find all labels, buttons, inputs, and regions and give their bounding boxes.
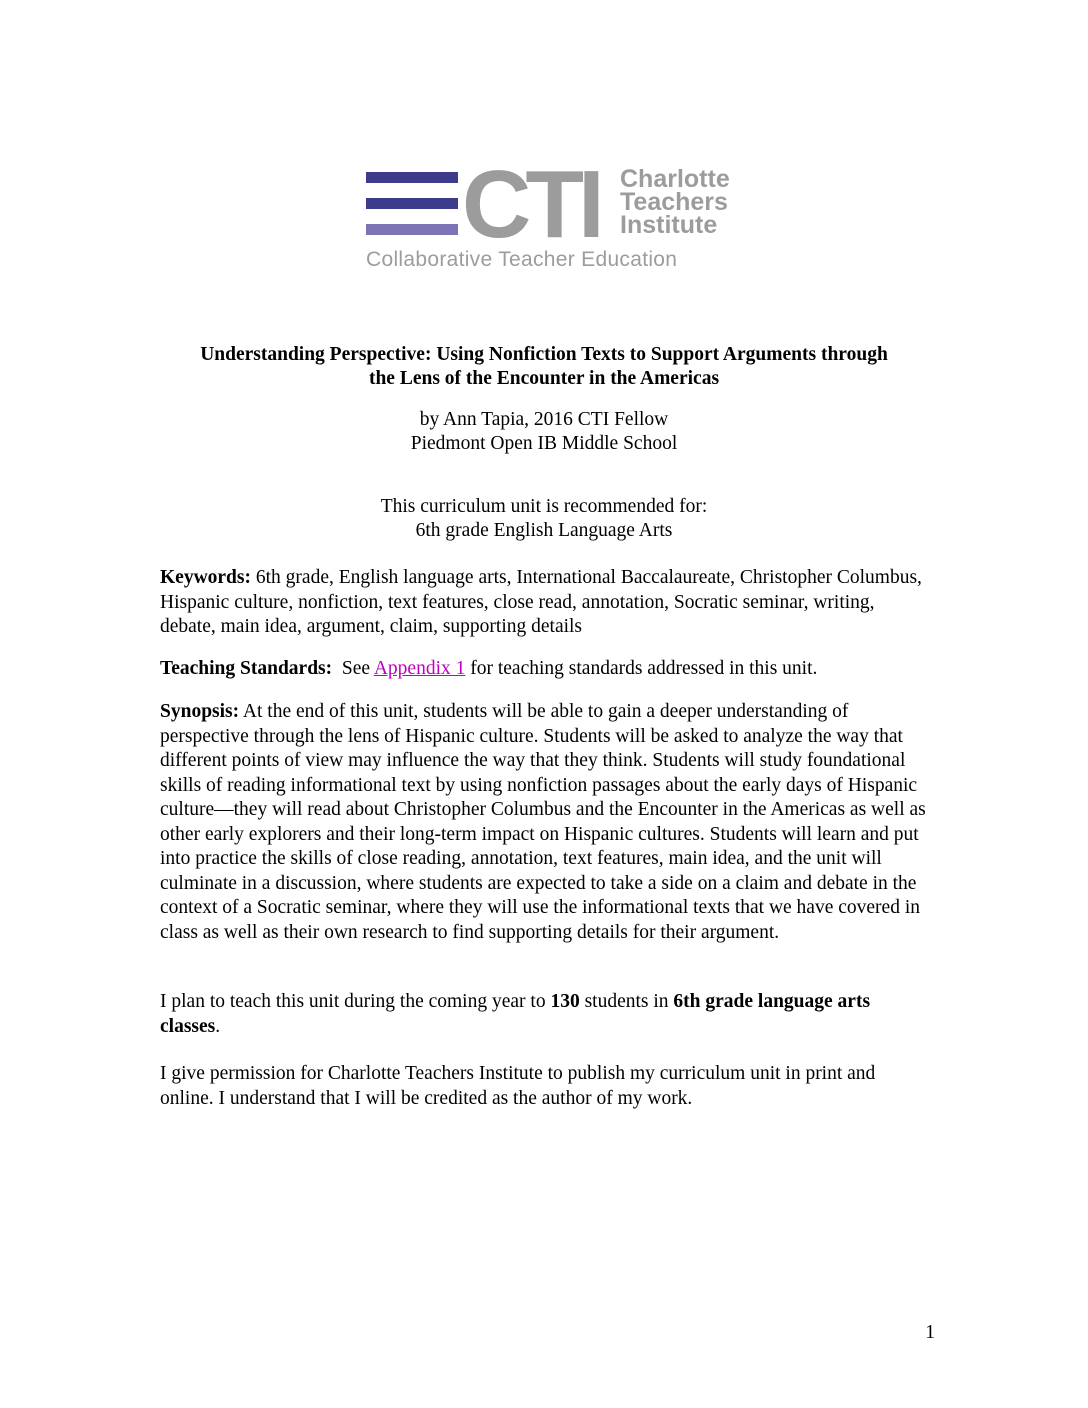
plan-classes: 6th grade language arts classes xyxy=(160,991,871,1037)
logo-name-line: Charlotte xyxy=(620,165,730,193)
logo-stripe xyxy=(366,172,458,183)
standards-after-link: for teaching standards addressed in this unit. xyxy=(465,658,818,679)
appendix-link[interactable]: Appendix 1 xyxy=(373,658,466,679)
school-line: Piedmont Open IB Middle School xyxy=(410,433,678,454)
keywords-text: 6th grade, English language arts, International Baccalaureate, Christopher Columbus, Hispanic culture, nonfiction, text features, close read, annotation, Socratic seminar, writing, debate, main idea, argument, claim, supporting details xyxy=(160,567,922,637)
keywords-paragraph xyxy=(160,566,930,640)
logo-name-line: Institute xyxy=(620,211,718,239)
cti-logo xyxy=(366,151,730,274)
author-line: by Ann Tapia, 2016 CTI Fellow xyxy=(419,409,669,430)
logo-tagline: Collaborative Teacher Education xyxy=(366,248,678,271)
standards-before-link: See xyxy=(332,658,374,679)
recommendation xyxy=(140,495,948,543)
logo-letters: CTI xyxy=(462,151,599,258)
teaching-standards-label: Teaching Standards: xyxy=(160,658,333,679)
byline xyxy=(140,408,948,456)
logo-stripe xyxy=(366,224,458,235)
synopsis-text: At the end of this unit, students will be able to gain a deeper understanding of perspective through the lens of Hispanic culture. Students will be asked to analyze the way that different points of view may influence the way that they think. Students will study foundational skills of reading informational text by using nonfiction passages about the early days of Hispanic culture—they will read about Christopher Columbus and the Encounter in the Americas as well as other early explorers and their long-term impact on Hispanic cultures. Students will learn and put into practice the skills of close reading, annotation, text features, main idea, and the unit will culminate in a discussion, where students are expected to take a side on a claim and debate in the context of a Socratic seminar, where they will use the informational texts that we have covered in class as well as their own research to find supporting details for their argument. xyxy=(160,701,926,943)
plan-before: I plan to teach this unit during the coming year to xyxy=(160,991,551,1012)
recommendation-line: 6th grade English Language Arts xyxy=(415,520,673,541)
teaching-standards-paragraph xyxy=(160,657,930,682)
logo-name xyxy=(620,165,730,239)
plan-paragraph xyxy=(160,990,930,1039)
plan-count: 130 xyxy=(550,991,580,1012)
plan-after: . xyxy=(215,1015,221,1037)
page-number: 1 xyxy=(925,1322,935,1343)
document-title xyxy=(140,343,948,391)
synopsis-label: Synopsis: xyxy=(160,701,240,722)
logo-stripe xyxy=(366,198,458,209)
logo-name-line: Teachers xyxy=(620,188,728,216)
logo-stripes-icon xyxy=(366,172,458,238)
keywords-label: Keywords: xyxy=(160,567,251,588)
synopsis-paragraph xyxy=(160,700,930,945)
title-line: Understanding Perspective: Using Nonfiction Texts to Support Arguments through xyxy=(200,344,888,365)
permission-paragraph: I give permission for Charlotte Teachers Institute to publish my curriculum unit in print and online. I understand that I will be credited as the author of my work. xyxy=(160,1063,876,1109)
recommendation-line: This curriculum unit is recommended for: xyxy=(380,496,708,517)
title-line: the Lens of the Encounter in the Americas xyxy=(368,368,720,389)
plan-middle: students in xyxy=(579,991,674,1012)
